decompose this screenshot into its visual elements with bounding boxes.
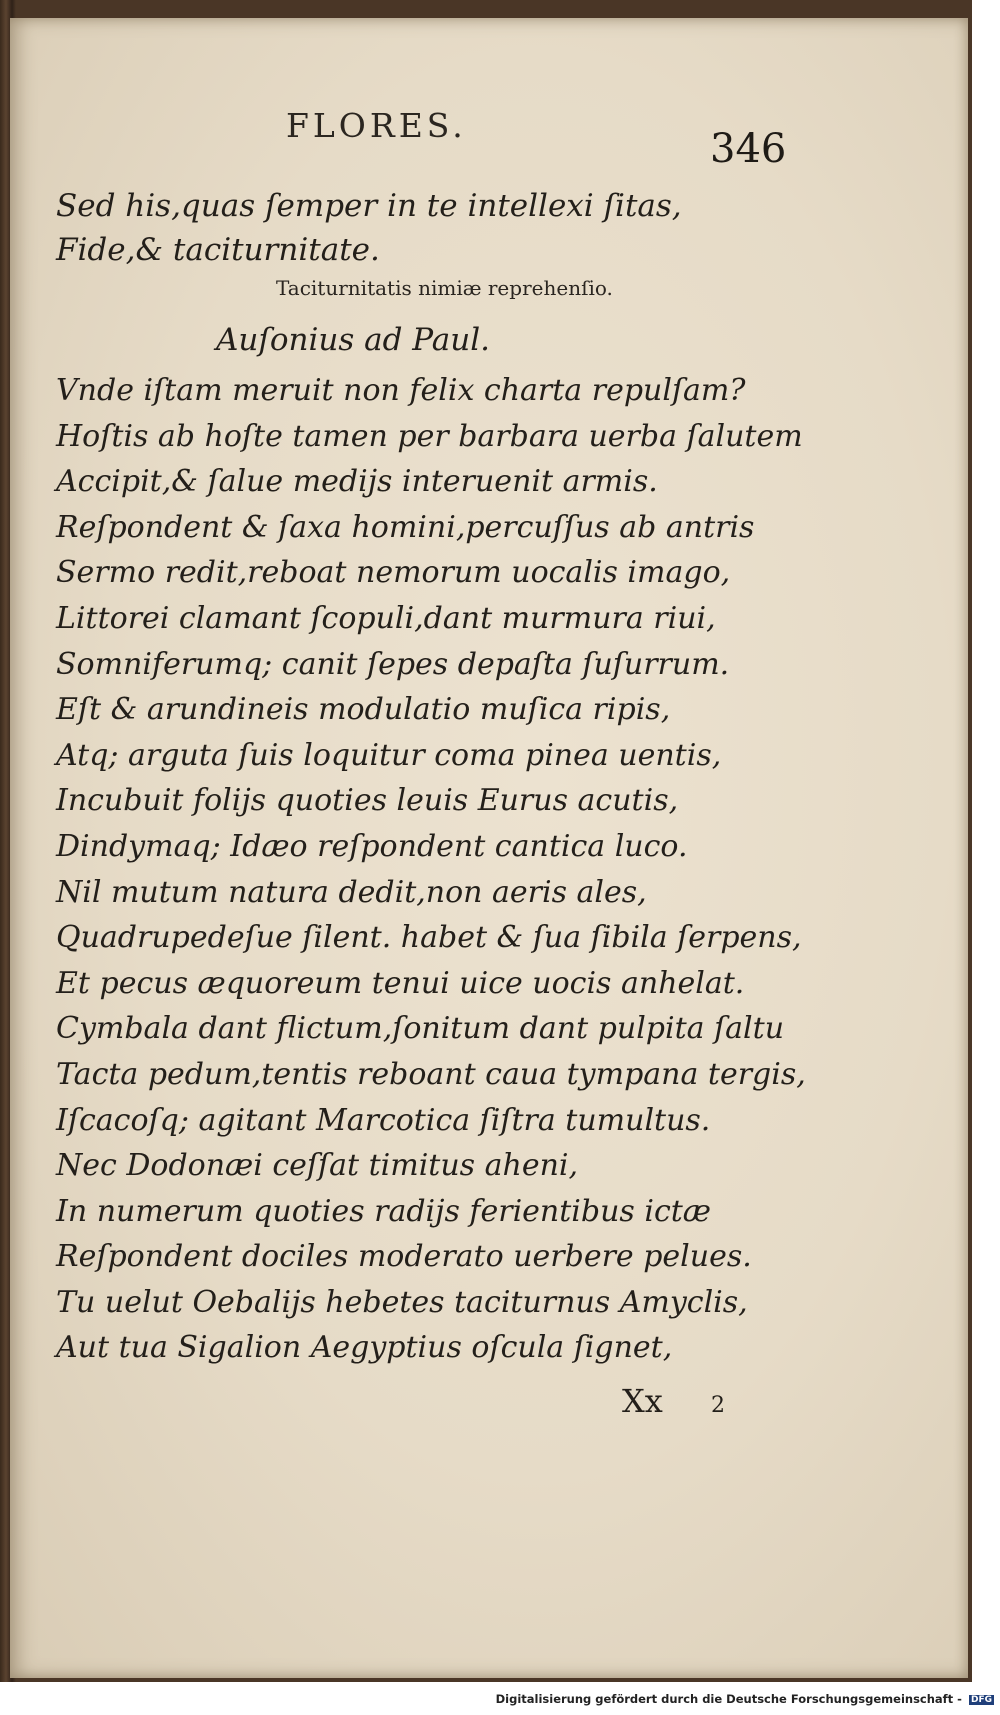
text-line: Sed his,quas ſemper in te intellexi ſitas, bbox=[56, 188, 682, 224]
page-number: 346 bbox=[710, 126, 787, 172]
poem-line: Quadrupedeſue ſilent. habet & ſua ſibila ſerpens, bbox=[56, 920, 802, 956]
poem-line: Sermo redit,reboat nemorum uocalis imago, bbox=[56, 555, 731, 591]
footer-credit bbox=[496, 1692, 994, 1706]
source-attribution: Auſonius ad Paul. bbox=[216, 322, 490, 358]
poem-line: Aut tua Sigalion Aegyptius oſcula ſignet, bbox=[56, 1330, 673, 1366]
poem-line: In numerum quoties radijs ferientibus ictæ bbox=[56, 1193, 712, 1229]
poem-line: Incubuit folijs quoties leuis Eurus acutis, bbox=[56, 783, 679, 819]
poem-line: Iſcacoſq; agitant Marcotica ſiſtra tumultus. bbox=[56, 1102, 711, 1138]
signature-mark bbox=[622, 1382, 725, 1420]
poem-line: Reſpondent dociles moderato uerbere pelues. bbox=[56, 1239, 752, 1275]
opening-lines bbox=[56, 184, 916, 272]
poem-line: Littorei clamant ſcopuli,dant murmura riui, bbox=[56, 600, 716, 636]
poem-line: Reſpondent & ſaxa homini,percuſſus ab antris bbox=[56, 509, 755, 545]
funding-credit-text: Digitalisierung gefördert durch die Deutsche Forschungsgemeinschaft - bbox=[495, 1692, 962, 1706]
poem-line: Tu uelut Oebalijs hebetes taciturnus Amyclis, bbox=[56, 1284, 748, 1320]
poem-line: Et pecus æquoreum tenui uice uocis anhelat. bbox=[56, 965, 745, 1001]
running-header: FLORES. bbox=[286, 106, 467, 145]
section-heading: Taciturnitatis nimiæ reprehenſio. bbox=[276, 276, 613, 300]
poem-line: Somniferumq; canit ſepes depaſta ſuſurrum. bbox=[56, 646, 730, 682]
poem-line: Atq; arguta ſuis loquitur coma pinea uentis, bbox=[56, 737, 722, 773]
poem-line: Eſt & arundineis modulatio muſica ripis, bbox=[56, 692, 671, 728]
poem-line: Dindymaq; Idæo reſpondent cantica luco. bbox=[56, 828, 688, 864]
poem-line: Nec Dodonæi ceſſat timitus aheni, bbox=[56, 1148, 579, 1184]
dfg-logo-icon: DFG bbox=[970, 1695, 992, 1705]
poem-line: Tacta pedum,tentis reboant caua tympana tergis, bbox=[56, 1056, 806, 1092]
poem-line: Nil mutum natura dedit,non aeris ales, bbox=[56, 874, 647, 910]
poem-line: Vnde iſtam meruit non felix charta repulſam? bbox=[56, 373, 746, 408]
text-line: Fide,& taciturnitate. bbox=[56, 232, 380, 268]
poem-line: Accipit,& ſalue medijs interuenit armis. bbox=[56, 464, 658, 500]
poem-line: Cymbala dant flictum,ſonitum dant pulpita ſaltu bbox=[56, 1011, 785, 1047]
poem-line: Hoſtis ab hoſte tamen per barbara uerba ſalutem bbox=[56, 418, 803, 454]
poem-body bbox=[56, 368, 936, 1371]
catchword-mark: 2 bbox=[711, 1393, 725, 1418]
footer-bar bbox=[0, 1688, 1000, 1715]
signature-letters: Xx bbox=[622, 1382, 663, 1420]
